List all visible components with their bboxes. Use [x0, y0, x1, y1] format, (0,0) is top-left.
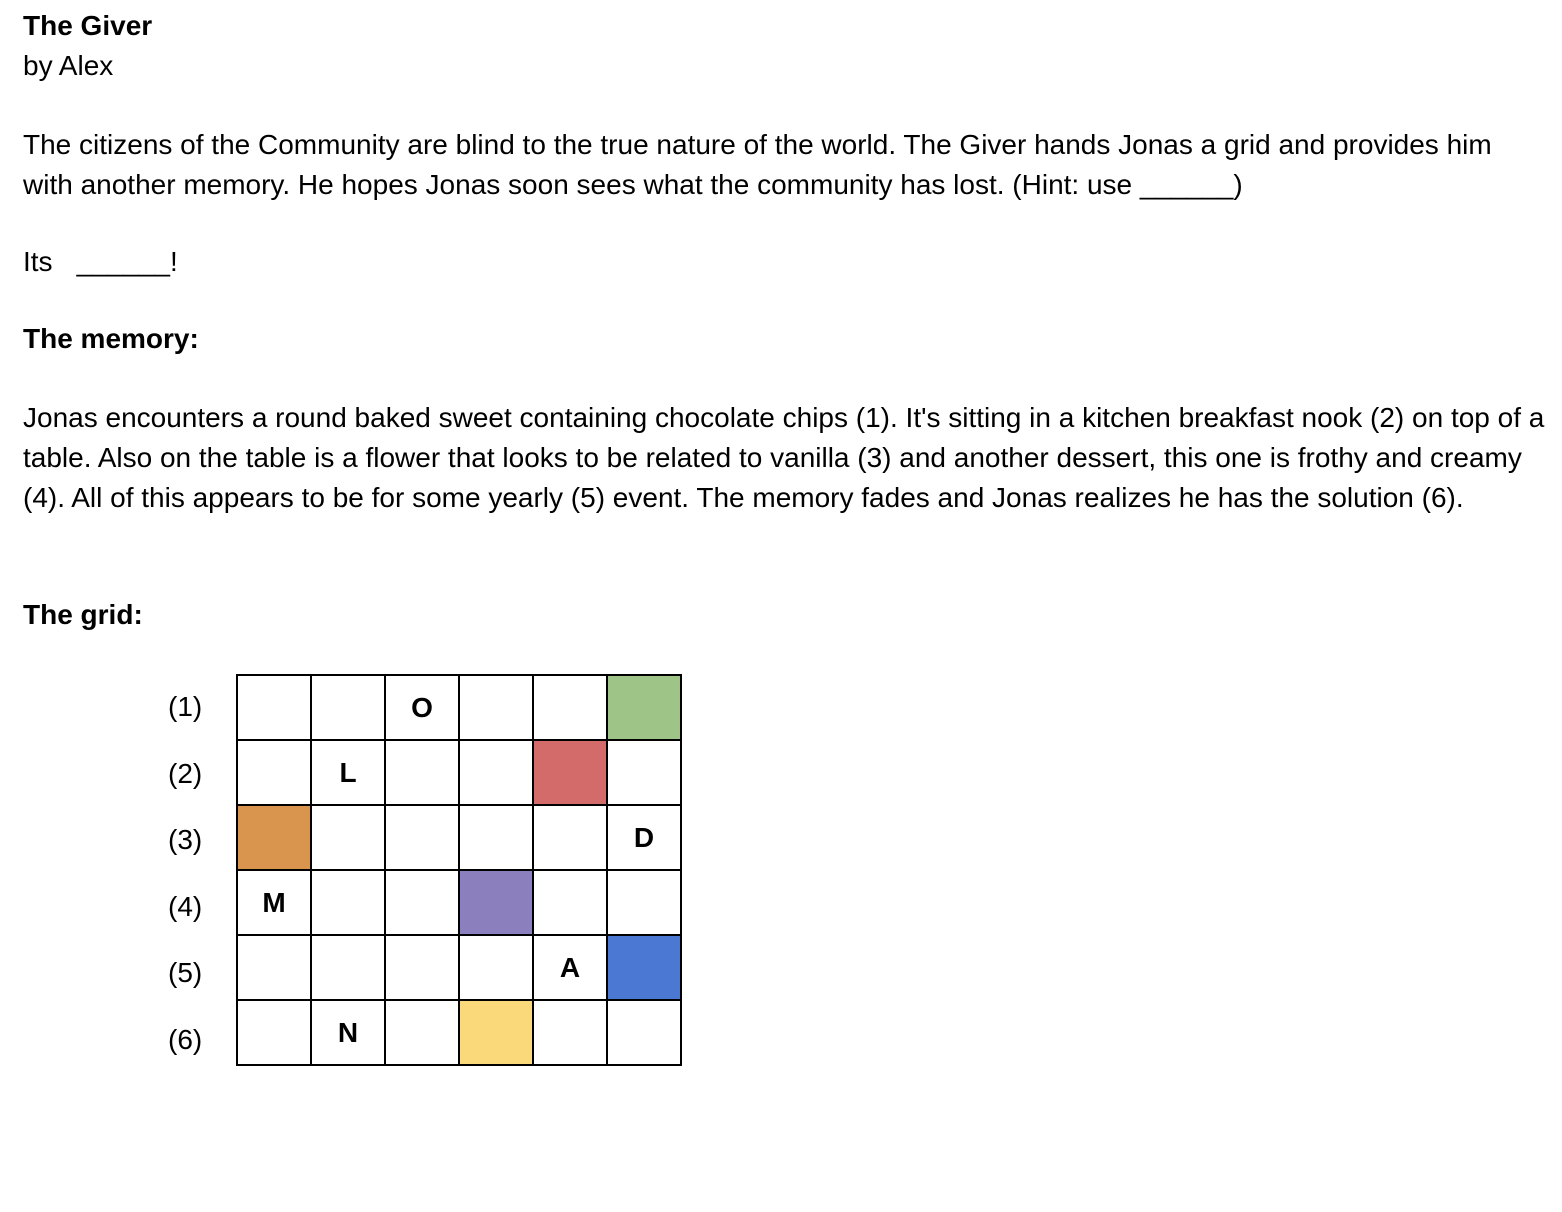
memory-paragraph: Jonas encounters a round baked sweet containing chocolate chips (1). It's sitting in a kitchen breakfast nook (2) on top of a table. Also on the table is a flower that looks to be related to vanilla (3) and another dessert, this one is frothy and creamy (4). All of this appears to be for some yearly (5) event. The memory fades and Jonas realizes he has the solution (6).	[23, 402, 1545, 513]
grid-cell	[237, 740, 311, 805]
grid-cell: N	[311, 1000, 385, 1065]
grid-cell	[533, 740, 607, 805]
memory-heading: The memory:	[23, 323, 199, 354]
grid-cell	[459, 1000, 533, 1065]
grid-cell: L	[311, 740, 385, 805]
grid-cell	[237, 935, 311, 1000]
row-label-2: (2)	[168, 758, 203, 789]
grid-cell	[459, 805, 533, 870]
row-label-6: (6)	[168, 1024, 203, 1055]
puzzle-author: by Alex	[23, 50, 114, 81]
grid-cell	[385, 740, 459, 805]
grid-cell	[459, 740, 533, 805]
row-label-5: (5)	[168, 957, 203, 988]
grid-row	[237, 870, 681, 935]
answer-line	[23, 244, 178, 280]
row-label-1: (1)	[168, 691, 203, 722]
grid-cell	[385, 1000, 459, 1065]
grid-cell	[607, 675, 681, 740]
grid-cell: O	[385, 675, 459, 740]
grid-cell	[607, 935, 681, 1000]
grid-cell: A	[533, 935, 607, 1000]
grid-cell	[237, 675, 311, 740]
grid-row	[237, 1000, 681, 1065]
grid-cell	[237, 1000, 311, 1065]
grid-cell	[385, 935, 459, 1000]
grid-heading: The grid:	[23, 599, 143, 630]
answer-blank: ______!	[76, 246, 178, 277]
grid-row	[237, 935, 681, 1000]
grid-cell	[459, 675, 533, 740]
grid-row	[237, 805, 681, 870]
row-label-3: (3)	[168, 824, 203, 855]
grid-cell: D	[607, 805, 681, 870]
grid-cell	[533, 1000, 607, 1065]
grid-cell	[459, 870, 533, 935]
grid-cell	[237, 805, 311, 870]
grid-cell	[533, 870, 607, 935]
grid-row	[237, 740, 681, 805]
grid-cell	[385, 805, 459, 870]
grid-cell	[533, 675, 607, 740]
puzzle-title: The Giver	[23, 10, 153, 41]
grid-cell	[607, 740, 681, 805]
grid-cell: M	[237, 870, 311, 935]
grid-cell	[607, 870, 681, 935]
row-label-4: (4)	[168, 891, 203, 922]
puzzle-grid	[236, 674, 682, 1066]
grid-cell	[533, 805, 607, 870]
grid-cell	[311, 935, 385, 1000]
grid-cell	[311, 870, 385, 935]
grid-cell	[385, 870, 459, 935]
grid-row	[237, 675, 681, 740]
grid-cell	[459, 935, 533, 1000]
intro-paragraph: The citizens of the Community are blind to the true nature of the world. The Giver hands Jonas a grid and provides him with another memory. He hopes Jonas soon sees what the community has lost. (Hint: use ______)	[23, 129, 1492, 200]
grid-cell	[311, 675, 385, 740]
grid-cell	[607, 1000, 681, 1065]
answer-prefix: Its	[23, 246, 53, 277]
grid-cell	[311, 805, 385, 870]
